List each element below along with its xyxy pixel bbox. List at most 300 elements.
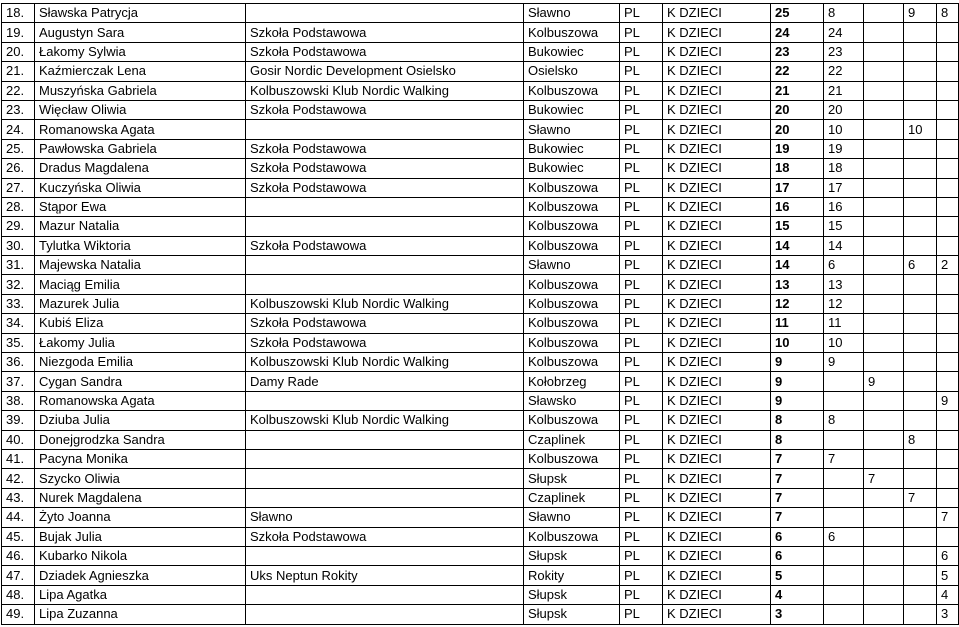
points-cell: 15: [771, 217, 824, 236]
round-3-cell: 10: [904, 120, 937, 139]
name-cell: Cygan Sandra: [35, 372, 246, 391]
points-cell: 8: [771, 430, 824, 449]
place-cell: 35.: [2, 333, 35, 352]
round-3-cell: [904, 178, 937, 197]
round-3-cell: [904, 100, 937, 119]
round-2-cell: [864, 605, 904, 624]
country-cell: PL: [620, 159, 663, 178]
place-cell: 42.: [2, 469, 35, 488]
points-cell: 8: [771, 411, 824, 430]
points-cell: 18: [771, 159, 824, 178]
round-2-cell: 9: [864, 372, 904, 391]
club-cell: Szkoła Podstawowa: [246, 100, 524, 119]
table-row: [2, 100, 959, 119]
country-cell: PL: [620, 508, 663, 527]
round-3-cell: [904, 469, 937, 488]
name-cell: Żyto Joanna: [35, 508, 246, 527]
city-cell: Kolbuszowa: [524, 527, 620, 546]
category-cell: K DZIECI: [663, 585, 771, 604]
city-cell: Bukowiec: [524, 159, 620, 178]
round-4-cell: [937, 353, 959, 372]
table-row: [2, 178, 959, 197]
round-2-cell: [864, 139, 904, 158]
round-2-cell: [864, 585, 904, 604]
place-cell: 18.: [2, 4, 35, 23]
club-cell: [246, 469, 524, 488]
table-row: [2, 159, 959, 178]
place-cell: 46.: [2, 546, 35, 565]
table-row: [2, 430, 959, 449]
round-2-cell: [864, 391, 904, 410]
city-cell: Kolbuszowa: [524, 353, 620, 372]
table-row: [2, 546, 959, 565]
round-3-cell: [904, 333, 937, 352]
round-1-cell: [824, 430, 864, 449]
club-cell: Kolbuszowski Klub Nordic Walking: [246, 353, 524, 372]
club-cell: [246, 275, 524, 294]
table-row: [2, 62, 959, 81]
round-1-cell: 16: [824, 197, 864, 216]
round-2-cell: [864, 23, 904, 42]
points-cell: 3: [771, 605, 824, 624]
name-cell: Pawłowska Gabriela: [35, 139, 246, 158]
country-cell: PL: [620, 23, 663, 42]
city-cell: Bukowiec: [524, 42, 620, 61]
country-cell: PL: [620, 178, 663, 197]
city-cell: Sławsko: [524, 391, 620, 410]
round-3-cell: [904, 197, 937, 216]
city-cell: Kolbuszowa: [524, 217, 620, 236]
name-cell: Mazur Natalia: [35, 217, 246, 236]
name-cell: Romanowska Agata: [35, 391, 246, 410]
round-1-cell: 23: [824, 42, 864, 61]
club-cell: Szkoła Podstawowa: [246, 178, 524, 197]
round-4-cell: [937, 100, 959, 119]
place-cell: 23.: [2, 100, 35, 119]
round-4-cell: [937, 527, 959, 546]
points-cell: 24: [771, 23, 824, 42]
table-row: [2, 81, 959, 100]
round-1-cell: [824, 605, 864, 624]
round-4-cell: [937, 23, 959, 42]
round-2-cell: [864, 100, 904, 119]
round-1-cell: 8: [824, 4, 864, 23]
round-3-cell: [904, 62, 937, 81]
category-cell: K DZIECI: [663, 430, 771, 449]
place-cell: 28.: [2, 197, 35, 216]
round-4-cell: [937, 488, 959, 507]
table-row: [2, 372, 959, 391]
category-cell: K DZIECI: [663, 469, 771, 488]
round-1-cell: [824, 488, 864, 507]
table-row: [2, 469, 959, 488]
round-4-cell: [937, 430, 959, 449]
country-cell: PL: [620, 42, 663, 61]
table-row: [2, 294, 959, 313]
points-cell: 20: [771, 120, 824, 139]
country-cell: PL: [620, 333, 663, 352]
name-cell: Majewska Natalia: [35, 256, 246, 275]
category-cell: K DZIECI: [663, 372, 771, 391]
round-2-cell: [864, 178, 904, 197]
name-cell: Dradus Magdalena: [35, 159, 246, 178]
country-cell: PL: [620, 585, 663, 604]
points-cell: 14: [771, 256, 824, 275]
name-cell: Donejgrodzka Sandra: [35, 430, 246, 449]
round-1-cell: [824, 469, 864, 488]
club-cell: [246, 488, 524, 507]
place-cell: 20.: [2, 42, 35, 61]
club-cell: Kolbuszowski Klub Nordic Walking: [246, 294, 524, 313]
country-cell: PL: [620, 62, 663, 81]
country-cell: PL: [620, 100, 663, 119]
club-cell: [246, 605, 524, 624]
round-3-cell: [904, 159, 937, 178]
round-1-cell: 10: [824, 333, 864, 352]
round-1-cell: [824, 546, 864, 565]
country-cell: PL: [620, 353, 663, 372]
points-cell: 19: [771, 139, 824, 158]
table-row: [2, 139, 959, 158]
round-3-cell: [904, 314, 937, 333]
category-cell: K DZIECI: [663, 159, 771, 178]
club-cell: Szkoła Podstawowa: [246, 139, 524, 158]
round-4-cell: [937, 120, 959, 139]
round-4-cell: [937, 81, 959, 100]
points-cell: 20: [771, 100, 824, 119]
round-3-cell: [904, 527, 937, 546]
place-cell: 19.: [2, 23, 35, 42]
club-cell: Sławno: [246, 508, 524, 527]
country-cell: PL: [620, 81, 663, 100]
club-cell: [246, 430, 524, 449]
table-row: [2, 391, 959, 410]
round-2-cell: [864, 62, 904, 81]
city-cell: Czaplinek: [524, 488, 620, 507]
club-cell: Damy Rade: [246, 372, 524, 391]
country-cell: PL: [620, 605, 663, 624]
category-cell: K DZIECI: [663, 217, 771, 236]
category-cell: K DZIECI: [663, 275, 771, 294]
country-cell: PL: [620, 391, 663, 410]
place-cell: 49.: [2, 605, 35, 624]
category-cell: K DZIECI: [663, 314, 771, 333]
country-cell: PL: [620, 314, 663, 333]
table-row: [2, 275, 959, 294]
club-cell: Szkoła Podstawowa: [246, 42, 524, 61]
city-cell: Kolbuszowa: [524, 333, 620, 352]
points-cell: 7: [771, 469, 824, 488]
round-2-cell: [864, 430, 904, 449]
club-cell: Gosir Nordic Development Osielsko: [246, 62, 524, 81]
table-row: [2, 333, 959, 352]
category-cell: K DZIECI: [663, 411, 771, 430]
points-cell: 6: [771, 546, 824, 565]
category-cell: K DZIECI: [663, 139, 771, 158]
table-row: [2, 236, 959, 255]
results-table-body: [2, 4, 959, 625]
round-3-cell: 8: [904, 430, 937, 449]
country-cell: PL: [620, 275, 663, 294]
place-cell: 24.: [2, 120, 35, 139]
round-2-cell: [864, 294, 904, 313]
points-cell: 22: [771, 62, 824, 81]
points-cell: 14: [771, 236, 824, 255]
round-2-cell: [864, 353, 904, 372]
name-cell: Muszyńska Gabriela: [35, 81, 246, 100]
place-cell: 40.: [2, 430, 35, 449]
round-1-cell: [824, 508, 864, 527]
round-4-cell: [937, 236, 959, 255]
country-cell: PL: [620, 372, 663, 391]
round-3-cell: 6: [904, 256, 937, 275]
city-cell: Kolbuszowa: [524, 314, 620, 333]
city-cell: Kolbuszowa: [524, 411, 620, 430]
round-2-cell: [864, 120, 904, 139]
round-3-cell: [904, 585, 937, 604]
points-cell: 9: [771, 391, 824, 410]
round-2-cell: [864, 314, 904, 333]
country-cell: PL: [620, 411, 663, 430]
place-cell: 34.: [2, 314, 35, 333]
club-cell: Kolbuszowski Klub Nordic Walking: [246, 81, 524, 100]
points-cell: 4: [771, 585, 824, 604]
category-cell: K DZIECI: [663, 508, 771, 527]
round-2-cell: [864, 81, 904, 100]
round-1-cell: [824, 566, 864, 585]
city-cell: Rokity: [524, 566, 620, 585]
name-cell: Nurek Magdalena: [35, 488, 246, 507]
place-cell: 21.: [2, 62, 35, 81]
round-2-cell: [864, 411, 904, 430]
round-2-cell: [864, 197, 904, 216]
points-cell: 23: [771, 42, 824, 61]
round-2-cell: [864, 159, 904, 178]
round-4-cell: [937, 314, 959, 333]
table-row: [2, 527, 959, 546]
name-cell: Niezgoda Emilia: [35, 353, 246, 372]
round-3-cell: [904, 139, 937, 158]
club-cell: Uks Neptun Rokity: [246, 566, 524, 585]
name-cell: Lipa Zuzanna: [35, 605, 246, 624]
round-2-cell: [864, 217, 904, 236]
name-cell: Stąpor Ewa: [35, 197, 246, 216]
round-4-cell: 2: [937, 256, 959, 275]
round-1-cell: 20: [824, 100, 864, 119]
club-cell: [246, 120, 524, 139]
round-4-cell: 8: [937, 4, 959, 23]
country-cell: PL: [620, 197, 663, 216]
round-3-cell: [904, 605, 937, 624]
round-4-cell: 3: [937, 605, 959, 624]
round-4-cell: [937, 159, 959, 178]
round-3-cell: [904, 217, 937, 236]
place-cell: 39.: [2, 411, 35, 430]
round-1-cell: 24: [824, 23, 864, 42]
city-cell: Sławno: [524, 120, 620, 139]
round-2-cell: [864, 256, 904, 275]
table-row: [2, 488, 959, 507]
city-cell: Sławno: [524, 256, 620, 275]
city-cell: Kolbuszowa: [524, 236, 620, 255]
round-1-cell: 17: [824, 178, 864, 197]
round-3-cell: [904, 275, 937, 294]
round-1-cell: 10: [824, 120, 864, 139]
city-cell: Kolbuszowa: [524, 294, 620, 313]
name-cell: Mazurek Julia: [35, 294, 246, 313]
round-3-cell: [904, 294, 937, 313]
name-cell: Łakomy Sylwia: [35, 42, 246, 61]
name-cell: Dziuba Julia: [35, 411, 246, 430]
points-cell: 5: [771, 566, 824, 585]
round-3-cell: [904, 546, 937, 565]
table-row: [2, 120, 959, 139]
round-4-cell: [937, 139, 959, 158]
round-1-cell: 18: [824, 159, 864, 178]
club-cell: Kolbuszowski Klub Nordic Walking: [246, 411, 524, 430]
city-cell: Sławno: [524, 508, 620, 527]
country-cell: PL: [620, 488, 663, 507]
country-cell: PL: [620, 527, 663, 546]
round-3-cell: [904, 508, 937, 527]
points-cell: 11: [771, 314, 824, 333]
round-4-cell: [937, 449, 959, 468]
club-cell: [246, 256, 524, 275]
city-cell: Kołobrzeg: [524, 372, 620, 391]
points-cell: 17: [771, 178, 824, 197]
name-cell: Augustyn Sara: [35, 23, 246, 42]
category-cell: K DZIECI: [663, 333, 771, 352]
round-4-cell: [937, 411, 959, 430]
points-cell: 9: [771, 372, 824, 391]
round-3-cell: [904, 566, 937, 585]
club-cell: [246, 449, 524, 468]
city-cell: Bukowiec: [524, 100, 620, 119]
round-1-cell: 19: [824, 139, 864, 158]
club-cell: [246, 546, 524, 565]
category-cell: K DZIECI: [663, 566, 771, 585]
place-cell: 31.: [2, 256, 35, 275]
table-row: [2, 411, 959, 430]
round-3-cell: [904, 449, 937, 468]
table-row: [2, 353, 959, 372]
table-row: [2, 23, 959, 42]
round-4-cell: 7: [937, 508, 959, 527]
club-cell: Szkoła Podstawowa: [246, 314, 524, 333]
round-3-cell: [904, 81, 937, 100]
round-4-cell: [937, 197, 959, 216]
category-cell: K DZIECI: [663, 42, 771, 61]
category-cell: K DZIECI: [663, 546, 771, 565]
table-row: [2, 605, 959, 624]
place-cell: 38.: [2, 391, 35, 410]
category-cell: K DZIECI: [663, 294, 771, 313]
round-4-cell: [937, 469, 959, 488]
place-cell: 32.: [2, 275, 35, 294]
round-4-cell: [937, 62, 959, 81]
place-cell: 47.: [2, 566, 35, 585]
name-cell: Łakomy Julia: [35, 333, 246, 352]
city-cell: Kolbuszowa: [524, 275, 620, 294]
place-cell: 27.: [2, 178, 35, 197]
city-cell: Słupsk: [524, 469, 620, 488]
category-cell: K DZIECI: [663, 100, 771, 119]
table-row: [2, 4, 959, 23]
club-cell: [246, 4, 524, 23]
place-cell: 26.: [2, 159, 35, 178]
name-cell: Kaźmierczak Lena: [35, 62, 246, 81]
round-2-cell: [864, 488, 904, 507]
city-cell: Kolbuszowa: [524, 81, 620, 100]
points-cell: 7: [771, 508, 824, 527]
place-cell: 48.: [2, 585, 35, 604]
place-cell: 36.: [2, 353, 35, 372]
city-cell: Czaplinek: [524, 430, 620, 449]
points-cell: 16: [771, 197, 824, 216]
round-3-cell: [904, 236, 937, 255]
category-cell: K DZIECI: [663, 62, 771, 81]
city-cell: Sławno: [524, 4, 620, 23]
table-row: [2, 197, 959, 216]
results-table: [1, 3, 959, 625]
place-cell: 30.: [2, 236, 35, 255]
round-3-cell: [904, 23, 937, 42]
name-cell: Maciąg Emilia: [35, 275, 246, 294]
club-cell: [246, 197, 524, 216]
name-cell: Kubiś Eliza: [35, 314, 246, 333]
place-cell: 29.: [2, 217, 35, 236]
name-cell: Romanowska Agata: [35, 120, 246, 139]
round-1-cell: 11: [824, 314, 864, 333]
category-cell: K DZIECI: [663, 120, 771, 139]
round-3-cell: [904, 42, 937, 61]
category-cell: K DZIECI: [663, 197, 771, 216]
club-cell: Szkoła Podstawowa: [246, 159, 524, 178]
name-cell: Lipa Agatka: [35, 585, 246, 604]
city-cell: Słupsk: [524, 585, 620, 604]
round-4-cell: [937, 178, 959, 197]
place-cell: 43.: [2, 488, 35, 507]
name-cell: Więcław Oliwia: [35, 100, 246, 119]
city-cell: Kolbuszowa: [524, 178, 620, 197]
round-4-cell: 5: [937, 566, 959, 585]
club-cell: Szkoła Podstawowa: [246, 236, 524, 255]
points-cell: 21: [771, 81, 824, 100]
city-cell: Kolbuszowa: [524, 197, 620, 216]
round-4-cell: [937, 217, 959, 236]
round-2-cell: [864, 236, 904, 255]
club-cell: Szkoła Podstawowa: [246, 527, 524, 546]
round-1-cell: [824, 372, 864, 391]
city-cell: Słupsk: [524, 605, 620, 624]
round-1-cell: 14: [824, 236, 864, 255]
round-2-cell: [864, 546, 904, 565]
category-cell: K DZIECI: [663, 256, 771, 275]
round-2-cell: [864, 449, 904, 468]
round-2-cell: [864, 333, 904, 352]
country-cell: PL: [620, 120, 663, 139]
city-cell: Słupsk: [524, 546, 620, 565]
round-1-cell: 9: [824, 353, 864, 372]
points-cell: 12: [771, 294, 824, 313]
category-cell: K DZIECI: [663, 178, 771, 197]
round-1-cell: 6: [824, 527, 864, 546]
table-row: [2, 508, 959, 527]
country-cell: PL: [620, 217, 663, 236]
table-row: [2, 566, 959, 585]
round-2-cell: [864, 508, 904, 527]
round-4-cell: 9: [937, 391, 959, 410]
